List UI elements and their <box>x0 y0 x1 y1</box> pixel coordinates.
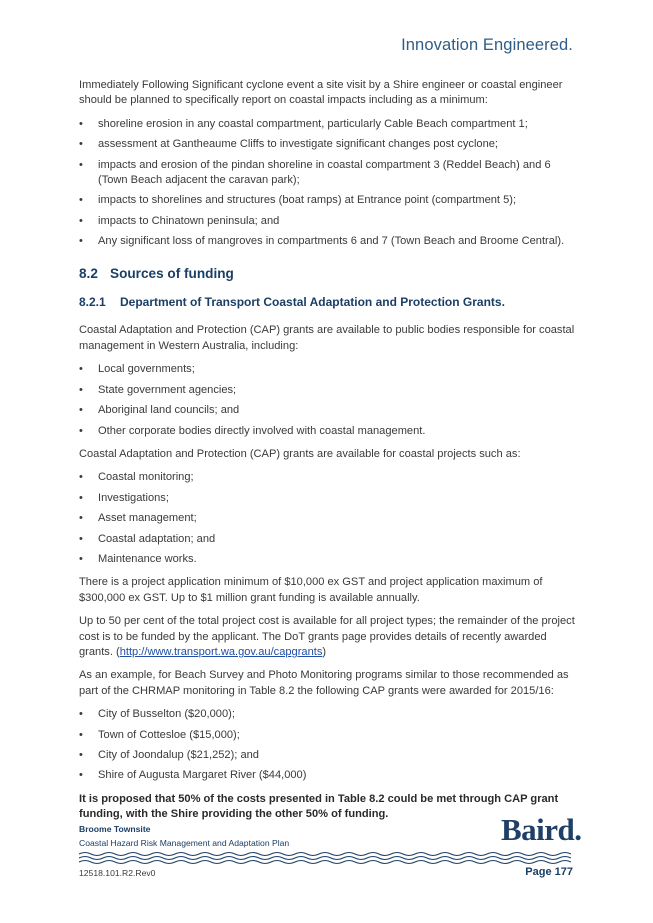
list-item: • impacts and erosion of the pindan shoreline in coastal compartment 3 (Reddel Beach) and 6 (Town Beach adjacent the caravan park); <box>79 158 579 189</box>
list-item: • shoreline erosion in any coastal compartment, particularly Cable Beach compartment 1; <box>79 117 579 132</box>
subsection-heading-8-2-1 <box>79 295 579 310</box>
eligible-projects-paragraph: Coastal Adaptation and Protection (CAP) grants are available for coastal projects such as: <box>79 447 521 460</box>
eligible-bodies-paragraph: Coastal Adaptation and Protection (CAP) grants are available to public bodies responsible for coastal management in Western Australia, including: <box>79 324 575 352</box>
funding-proposal-paragraph: It is proposed that 50% of the costs presented in Table 8.2 could be met through CAP grant funding, with the Shire providing the other 50% of funding. <box>79 792 559 821</box>
eligible-projects-list <box>79 470 579 567</box>
footer-report-title: Coastal Hazard Risk Management and Adaptation Plan <box>79 838 290 848</box>
cost-share-close: ) <box>322 645 327 658</box>
section-number: 8.2 <box>79 265 98 281</box>
list-item: • impacts to Chinatown peninsula; and <box>79 214 579 229</box>
list-item: • Coastal adaptation; and <box>79 532 579 547</box>
list-item: • Aboriginal land councils; and <box>79 403 579 418</box>
application-limits-paragraph: There is a project application minimum of $10,000 ex GST and project application maximum of $300,000 ex GST. Up to $1 million grant funding is available annually. <box>79 576 543 604</box>
footer-project-name: Broome Townsite <box>79 824 151 834</box>
list-item: • City of Joondalup ($21,252); and <box>79 748 579 763</box>
document-number: 12518.101.R2.Rev0 <box>79 868 156 878</box>
dot-grants-link[interactable]: http://www.transport.wa.gov.au/capgrants <box>119 645 323 658</box>
list-item: • Coastal monitoring; <box>79 470 579 485</box>
section-title: Sources of funding <box>110 265 234 281</box>
example-paragraph: As an example, for Beach Survey and Photo Monitoring programs similar to those recommended as part of the CHRMAP monitoring in Table 8.2 the following CAP grants were awarded for 2015/16: <box>79 669 569 697</box>
list-item: • Any significant loss of mangroves in compartments 6 and 7 (Town Beach and Broome Central). <box>79 234 579 249</box>
subsection-number: 8.2.1 <box>79 295 106 310</box>
baird-logo: Baird. <box>501 812 582 847</box>
list-item: • Local governments; <box>79 362 579 377</box>
list-item: • Other corporate bodies directly involved with coastal management. <box>79 424 579 439</box>
list-item: • State government agencies; <box>79 383 579 398</box>
list-item: • assessment at Gantheaume Cliffs to investigate significant changes post cyclone; <box>79 137 579 152</box>
cyclone-impacts-list <box>79 117 579 250</box>
list-item: • Town of Cottesloe ($15,000); <box>79 728 579 743</box>
eligible-bodies-list <box>79 362 579 439</box>
page-number: Page 177 <box>525 866 573 878</box>
header-tagline: Innovation Engineered. <box>401 36 573 54</box>
intro-paragraph: Immediately Following Significant cyclone event a site visit by a Shire engineer or coastal engineer should be planned to specifically report on coastal impacts including as a minimum: <box>79 79 563 107</box>
list-item: • Maintenance works. <box>79 552 579 567</box>
list-item: • Asset management; <box>79 511 579 526</box>
list-item: • City of Busselton ($20,000); <box>79 707 579 722</box>
section-heading-8-2 <box>79 266 579 281</box>
list-item: • impacts to shorelines and structures (boat ramps) at Entrance point (compartment 5); <box>79 193 579 208</box>
page-body <box>79 78 579 831</box>
cost-share-text: Up to 50 per cent of the total project cost is available for all project types; the remainder of the project cost is to be funded by the applicant. The DoT grants page provides details of recently awarded grants. ( <box>79 615 575 658</box>
subsection-title: Department of Transport Coastal Adaptation and Protection Grants. <box>120 295 505 310</box>
awarded-grants-list <box>79 707 579 784</box>
list-item: • Investigations; <box>79 491 579 506</box>
wave-divider-icon <box>79 851 574 865</box>
list-item: • Shire of Augusta Margaret River ($44,000) <box>79 768 579 783</box>
cost-share-paragraph <box>79 614 579 660</box>
